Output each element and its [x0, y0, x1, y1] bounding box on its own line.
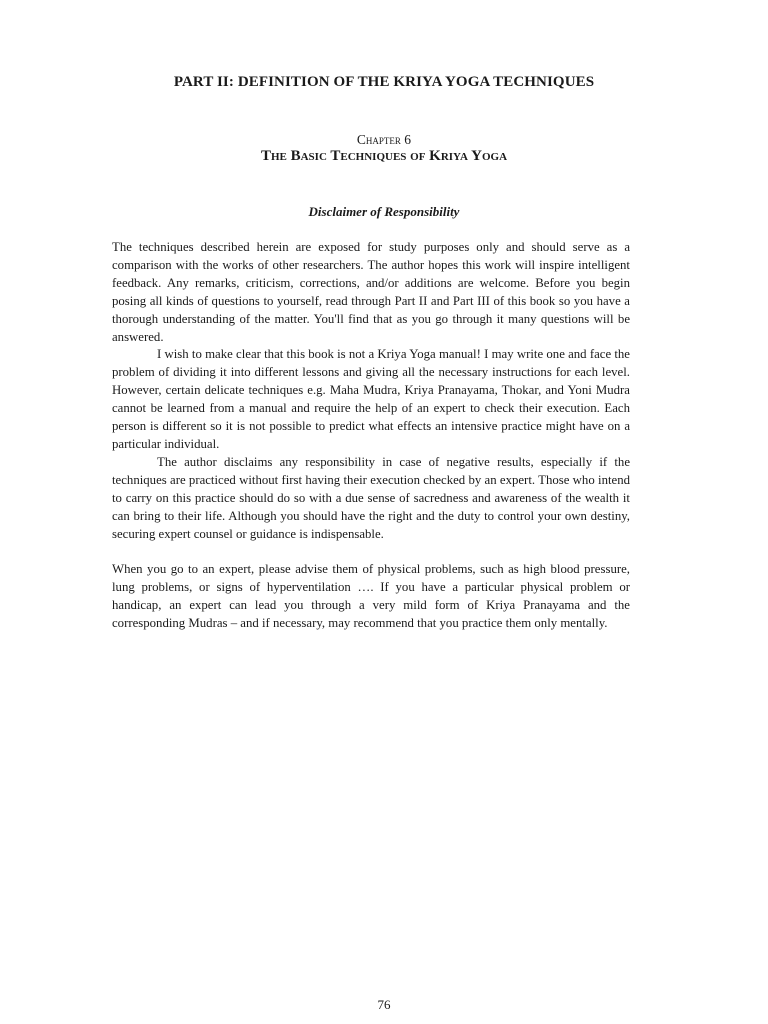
section-heading: Disclaimer of Responsibility — [308, 204, 460, 219]
paragraph: I wish to make clear that this book is not a Kriya Yoga manual! I may write one and face the problem of dividing it into different lessons and giving all the necessary instructions for each level. However, certain delicate techniques e.g. Maha Mudra, Kriya Pranayama, Thokar, and Yoni Mudra cannot be learned from a manual and require the help of an expert to check their execution. Each person is different so it is not possible to predict what effects an intensive practice might have on a particular individual. — [112, 347, 630, 451]
paragraph: The techniques described herein are exposed for study purposes only and should serve as a comparison with the works of other researchers. The author hopes this work will inspire intelligent feedback. Any remarks, criticism, corrections, and/or additions are welcome. Before you begin posing all kinds of questions to yourself, read through Part II and Part III of this book so you have a thorough understanding of the matter. You'll find that as you go through it many questions will be answered. — [112, 240, 630, 344]
paragraph: The author disclaims any responsibility in case of negative results, especially if the techniques are practiced without first having their execution checked by an expert. Those who intend to carry on this practice should do so with a due sense of sacredness and awareness of the wealth it can bring to their life. Although you should have the right and the duty to control your own destiny, securing expert counsel or guidance is indispensable. — [112, 454, 630, 541]
paragraph: When you go to an expert, please advise them of physical problems, such as high blood pressure, lung problems, or signs of hyperventilation …. If you have a particular physical problem or handicap, an expert can lead you through a very mild form of Kriya Pranayama and the corresponding Mudras – and if necessary, may recommend that you practice them only mentally. — [112, 562, 630, 631]
chapter-title: The Basic Techniques of Kriya Yoga — [260, 148, 508, 164]
page-number: 76 — [377, 997, 391, 1012]
body-text — [112, 239, 630, 633]
chapter-label: Chapter 6 — [356, 132, 412, 147]
part-title: PART II: DEFINITION OF THE KRIYA YOGA TECHNIQUES — [173, 74, 595, 90]
